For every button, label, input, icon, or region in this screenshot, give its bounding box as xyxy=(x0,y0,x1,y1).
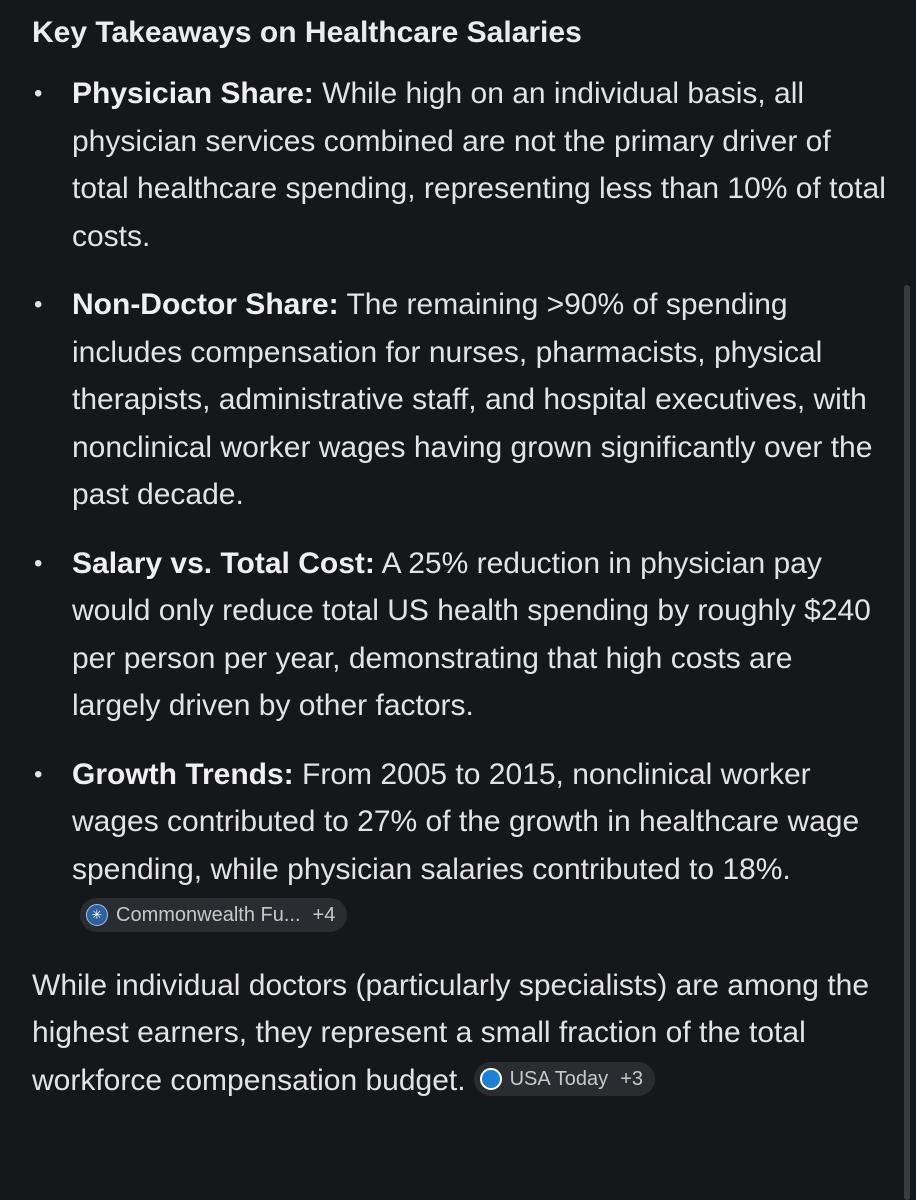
takeaway-text: The remaining >90% of spending includes compensation for nurses, pharmacists, physical therapists, administrative staff, and hospital executives, with nonclinical worker wages having grown significantly over the past decade. xyxy=(72,288,873,511)
usa-today-icon xyxy=(480,1068,502,1090)
list-item xyxy=(32,540,888,730)
bullet-icon: • xyxy=(34,760,43,788)
source-chip-count: +4 xyxy=(312,904,336,927)
response-content xyxy=(32,14,888,1104)
bullet-icon: • xyxy=(34,291,43,318)
takeaway-text: While high on an individual basis, all physician services combined are not the primary driver of total healthcare spending, representing less than 10% of total costs. xyxy=(72,77,886,253)
section-heading: Key Takeaways on Healthcare Salaries xyxy=(32,16,582,49)
takeaway-text: A 25% reduction in physician pay would only reduce total US health spending by roughly $240 per person per year, demonstrating that high costs are largely driven by other factors. xyxy=(72,546,871,722)
list-item xyxy=(32,70,888,260)
bullet-icon: • xyxy=(34,80,43,107)
source-chip-count: +3 xyxy=(620,1067,643,1090)
source-chip-label: Commonwealth Fu... xyxy=(116,904,301,927)
scrollbar[interactable] xyxy=(904,285,910,1200)
takeaways-list xyxy=(32,70,888,941)
takeaway-term: Growth Trends: xyxy=(72,757,294,791)
summary-text: While individual doctors (particularly specialists) are among the highest earners, they represent a small fraction of the total workforce compensation budget. xyxy=(32,968,870,1097)
takeaway-term: Salary vs. Total Cost: xyxy=(72,546,375,580)
bullet-icon: • xyxy=(34,549,43,577)
takeaway-term: Physician Share: xyxy=(72,77,314,110)
source-chip-commonwealth[interactable] xyxy=(80,898,347,932)
commonwealth-fund-icon xyxy=(86,904,108,926)
takeaway-term: Non-Doctor Share: xyxy=(72,288,339,321)
list-item xyxy=(32,751,888,941)
source-chip-label: USA Today xyxy=(509,1067,609,1090)
summary-paragraph xyxy=(32,962,888,1105)
source-chip-usa-today[interactable] xyxy=(474,1062,655,1096)
list-item xyxy=(32,281,888,519)
takeaway-text: From 2005 to 2015, nonclinical worker wages contributed to 27% of the growth in healthcare wage spending, while physician salaries contributed to 18%. xyxy=(72,757,860,886)
